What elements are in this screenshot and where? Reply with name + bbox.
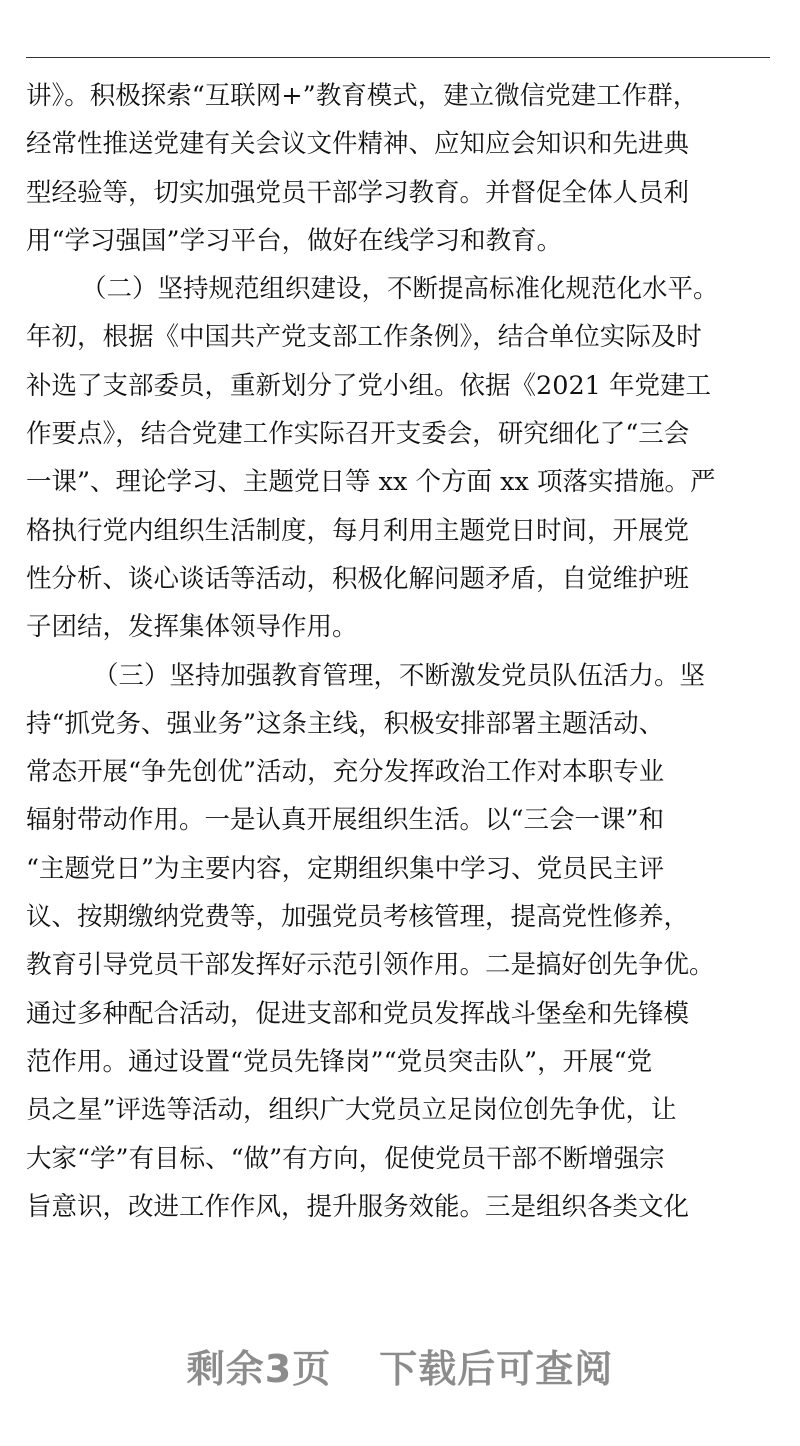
header-rule (26, 57, 770, 58)
text-line: 用“学习强国”学习平台，做好在线学习和教育。 (26, 225, 563, 256)
remaining-pages-label: 剩余3页 (186, 1347, 332, 1391)
text-line: 大家“学”有目标、“做”有方向，促使党员干部不断增强宗 (26, 1143, 665, 1174)
text-line: 范作用。通过设置“党员先锋岗”“党员突击队”，开展“党 (26, 1046, 653, 1077)
text-line: 旨意识，改进工作作风，提升服务效能。三是组织各类文化 (26, 1191, 690, 1222)
section-heading-2: （二）坚持规范组织建设，不断提高标准化规范化水平。 (81, 274, 719, 305)
text-line: 员之星”评选等活动，组织广大党员立足岗位创先争优，让 (26, 1095, 677, 1126)
section-heading-3: （三）坚持加强教育管理，不断激发党员队伍活力。坚 (93, 660, 706, 691)
text-line: 辐射带动作用。一是认真开展组织生活。以“三会一课”和 (26, 805, 665, 836)
text-line: 性分析、谈心谈话等活动，积极化解问题矛盾，自觉维护班 (26, 563, 690, 594)
text-line: 补选了支部委员，重新划分了党小组。依据《2021 年党建工 (26, 370, 712, 401)
text-line: “主题党日”为主要内容，定期组织集中学习、党员民主评 (26, 853, 665, 884)
text-line: 议、按期缴纳党费等，加强党员考核管理，提高党性修养， (26, 902, 690, 933)
text-line: 一课”、理论学习、主题党日等 xx 个方面 xx 项落实措施。严 (26, 467, 716, 498)
download-hint-label: 下载后可查阅 (379, 1347, 614, 1391)
text-line: 子团结，发挥集体领导作用。 (26, 612, 358, 643)
text-line: 年初，根据《中国共产党支部工作条例》，结合单位实际及时 (26, 322, 702, 353)
text-line: 通过多种配合活动，促进支部和党员发挥战斗堡垒和先锋模 (26, 998, 690, 1029)
text-line: 型经验等，切实加强党员干部学习教育。并督促全体人员利 (26, 177, 690, 208)
text-line: 常态开展“争先创优”活动，充分发挥政治工作对本职专业 (26, 757, 665, 788)
text-line: 教育引导党员干部发挥好示范引领作用。二是搞好创先争优。 (26, 950, 715, 981)
text-line: 讲》。积极探索“互联网+”教育模式，建立微信党建工作群， (26, 81, 699, 111)
document-body (26, 72, 774, 1231)
text-line: 作要点》，结合党建工作实际召开支委会，研究细化了“三会 (26, 419, 690, 450)
text-line: 经常性推送党建有关会议文件精神、应知应会知识和先进典 (26, 129, 690, 160)
text-line: 持“抓党务、强业务”这条主线，积极安排部署主题活动、 (26, 708, 665, 739)
text-line: 格执行党内组织生活制度，每月利用主题党日时间，开展党 (26, 515, 690, 546)
download-prompt[interactable] (0, 1338, 800, 1393)
